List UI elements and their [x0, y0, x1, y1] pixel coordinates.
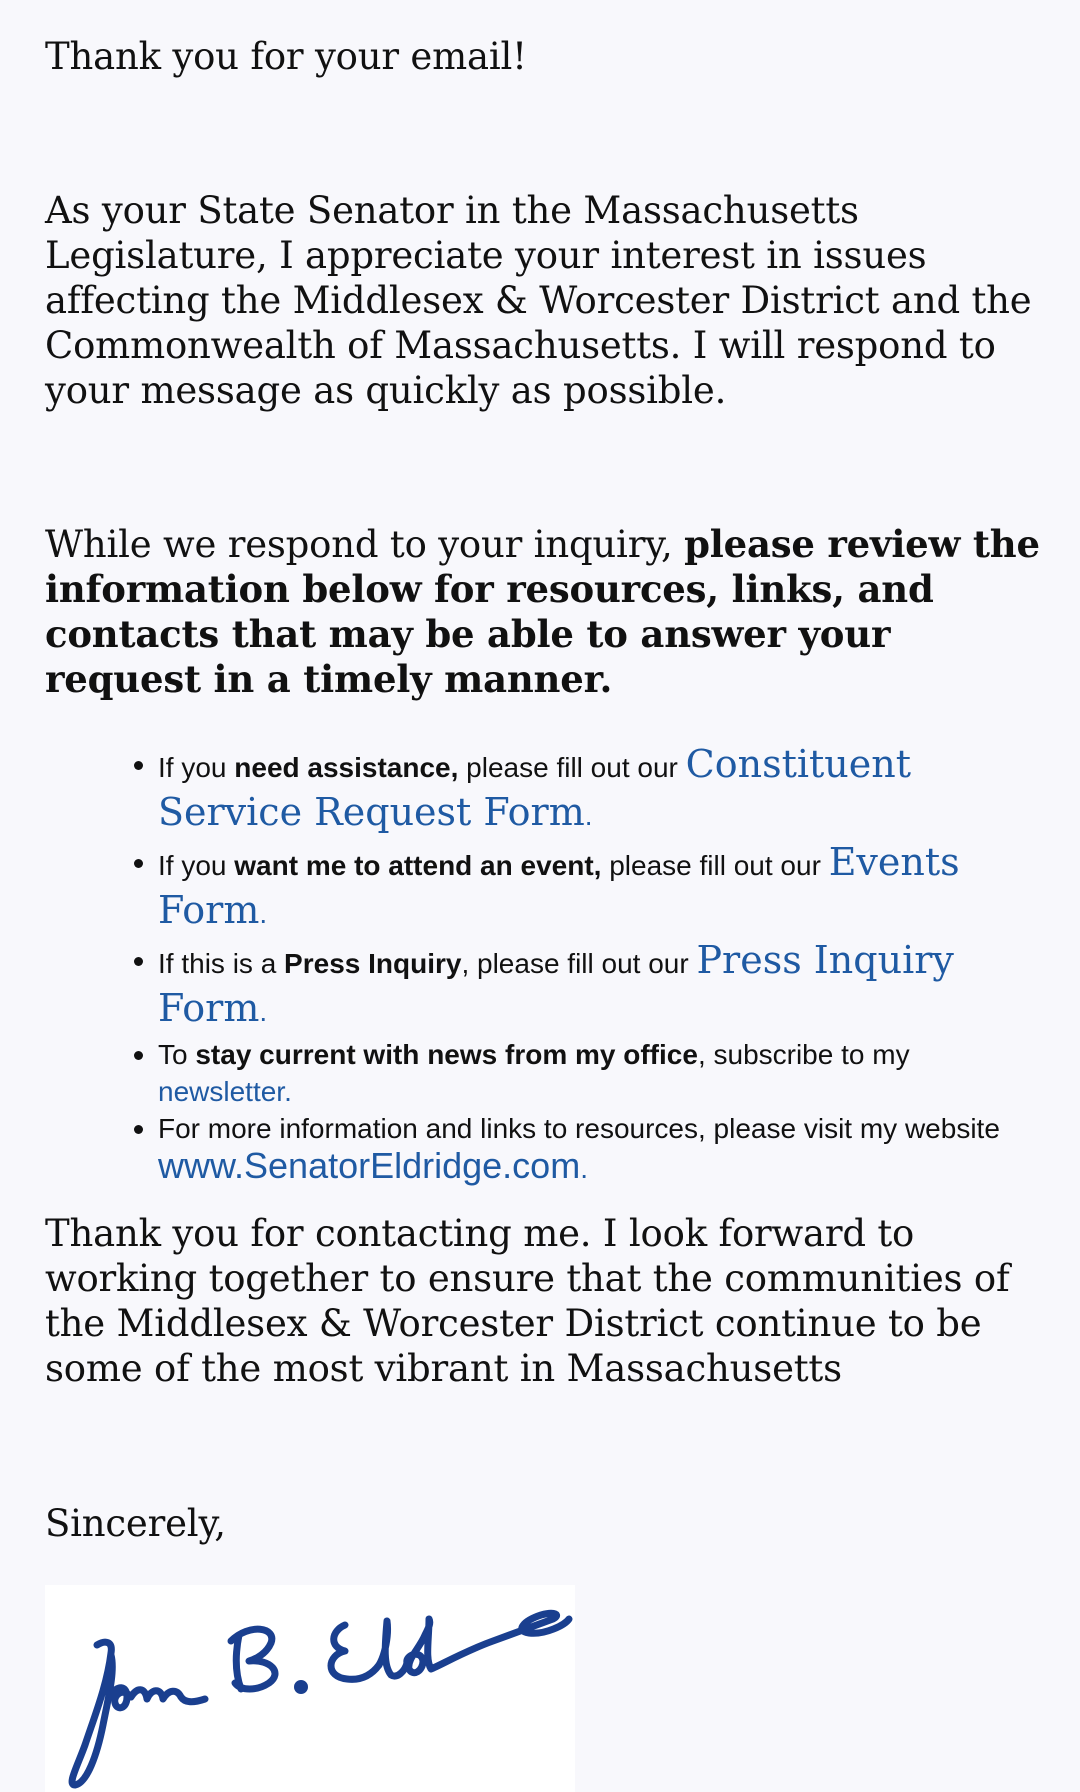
item-emphasis: Press Inquiry	[284, 948, 462, 979]
item-text: If this is a	[158, 948, 285, 979]
item-text: please fill out our	[458, 752, 686, 783]
item-suffix: .	[284, 1076, 292, 1107]
item-suffix: .	[259, 996, 268, 1027]
item-text: please fill out our	[601, 850, 829, 881]
review-prefix: While we respond to your inquiry,	[45, 523, 685, 566]
item-suffix: .	[259, 898, 268, 929]
newsletter-link[interactable]: newsletter	[158, 1076, 285, 1107]
item-emphasis: want me to attend an event,	[234, 850, 602, 881]
item-text: To	[158, 1039, 196, 1070]
closing-paragraph: Thank you for contacting me. I look forward to working together to ensure that the communities of the Middlesex & Worcester District continue to be some of the most vibrant in Massachusetts	[45, 1212, 1010, 1390]
review-emphasis: please review the information below for resources, links, and contacts that may be able to answer your request in a timely manner.	[45, 522, 1040, 701]
item-emphasis: stay current with news from my office	[195, 1039, 698, 1070]
item-text: , please fill out our	[461, 948, 697, 979]
handwritten-signature	[45, 1585, 575, 1792]
website-link[interactable]: www.SenatorEldridge.com	[158, 1145, 581, 1186]
item-text: , subscribe to my	[697, 1039, 910, 1070]
list-item	[158, 938, 1038, 1034]
signature-image	[45, 1585, 575, 1792]
item-text: If you	[158, 850, 235, 881]
list-item	[158, 742, 1038, 838]
item-emphasis: need assistance,	[234, 752, 459, 783]
events-form-link[interactable]: Events Form	[158, 840, 960, 932]
list-item	[158, 1036, 1038, 1110]
resource-list	[158, 742, 1038, 1187]
list-item	[158, 1110, 1038, 1187]
item-suffix: .	[580, 1153, 588, 1184]
signoff-text: Sincerely,	[45, 1502, 226, 1545]
item-suffix: .	[584, 800, 593, 831]
greeting-text: Thank you for your email!	[45, 35, 527, 78]
item-text: If you	[158, 752, 235, 783]
intro-paragraph: As your State Senator in the Massachusetts Legislature, I appreciate your interest in issues affecting the Middlesex & Worcester District and the Commonwealth of Massachusetts. I will respond to your message as quickly as possible.	[45, 189, 1032, 412]
item-text: For more information and links to resources, please visit my website	[158, 1113, 1000, 1144]
constituent-service-request-form-link[interactable]: Constituent Service Request Form	[158, 742, 911, 834]
review-paragraph	[45, 522, 1045, 702]
list-item	[158, 840, 1038, 936]
press-inquiry-form-link[interactable]: Press Inquiry Form	[158, 938, 954, 1030]
